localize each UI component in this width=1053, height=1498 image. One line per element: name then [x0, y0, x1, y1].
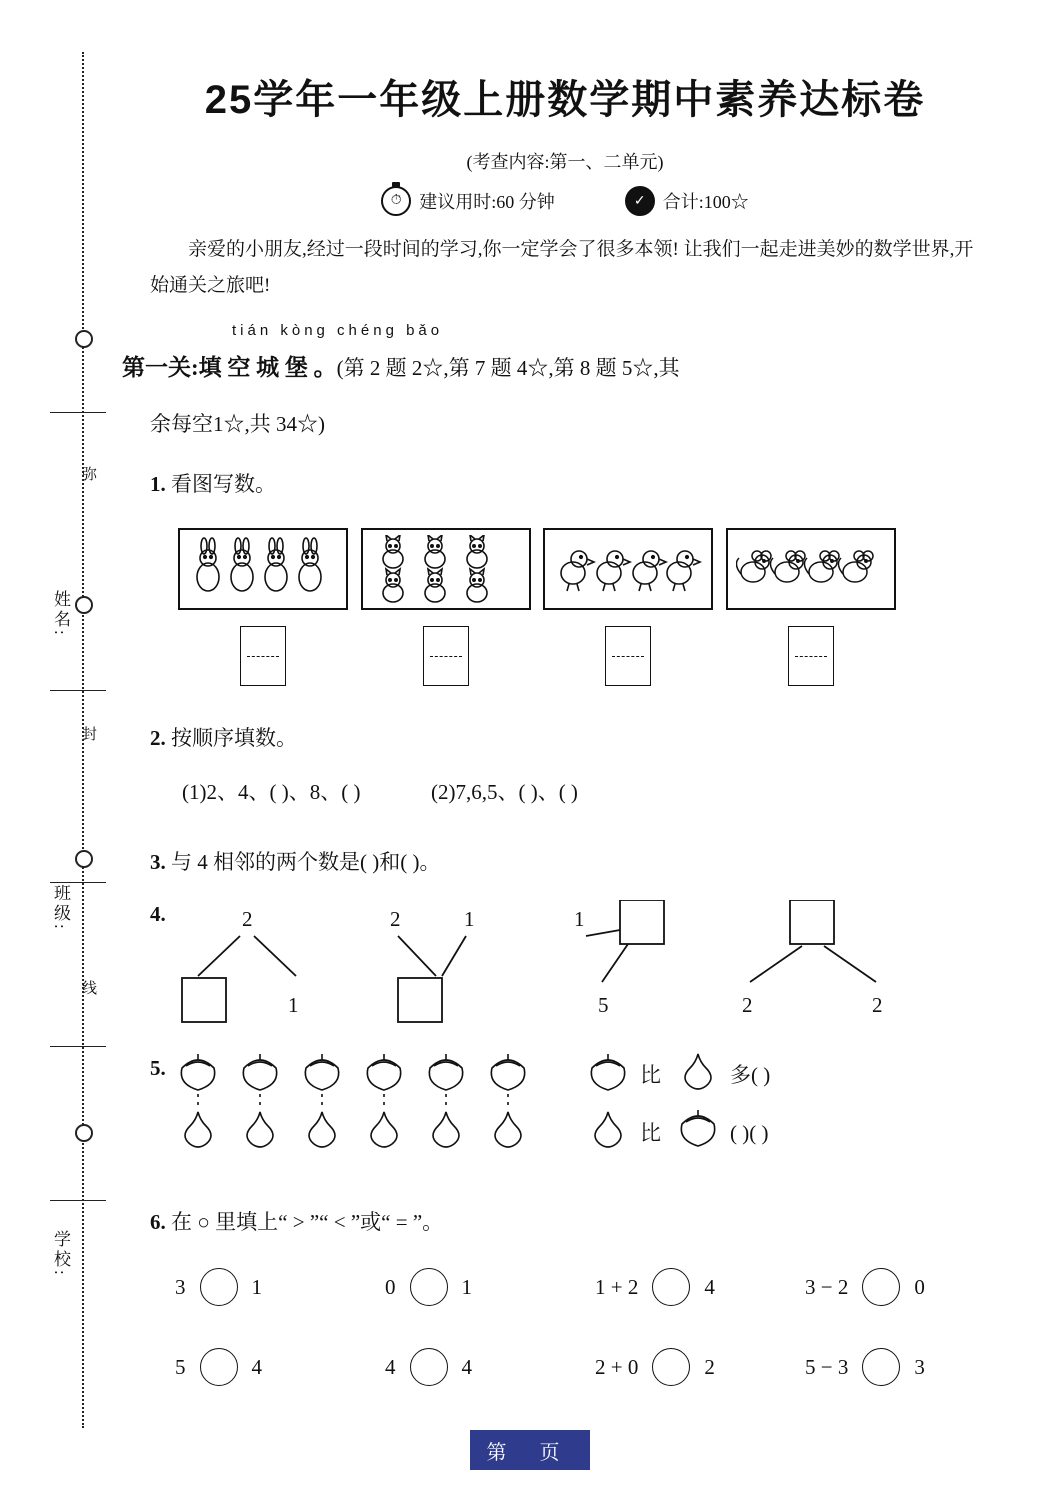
- q6-item: [805, 1348, 1005, 1386]
- q5-persimmon-row: [181, 1054, 524, 1090]
- q6-left: 3 − 2: [805, 1274, 849, 1299]
- q1-answer-row: [178, 626, 896, 686]
- q1-picture-chicks: [543, 528, 713, 610]
- q6-left: 4: [385, 1354, 396, 1379]
- q5-compare-1-tail: 多( ): [730, 1063, 771, 1087]
- q5-figure: [178, 1048, 988, 1158]
- question-6: [150, 1206, 443, 1236]
- q1-answer-cell: [726, 626, 896, 686]
- rail-divider: [50, 412, 106, 413]
- q6-right: 3: [914, 1354, 925, 1379]
- q6-item: [595, 1268, 795, 1306]
- rail-divider: [50, 882, 106, 883]
- q2-text: 按顺序填数。: [171, 726, 297, 750]
- q6-right: 4: [704, 1274, 715, 1299]
- page-footer: 第 页: [470, 1430, 590, 1470]
- q6-left: 5: [175, 1354, 186, 1379]
- page-subtitle: (考查内容:第一、二单元): [466, 152, 664, 172]
- q5-compare-2: 比: [640, 1121, 661, 1145]
- q1-answer-box-1[interactable]: [240, 626, 286, 686]
- rail-divider: [50, 1200, 106, 1201]
- q6-answer-circle[interactable]: [652, 1348, 690, 1386]
- q6-left: 2 + 0: [595, 1354, 639, 1379]
- q6-left: 0: [385, 1274, 396, 1299]
- q4-b4-right: 2: [872, 993, 883, 1017]
- q4-b4-left: 2: [742, 993, 753, 1017]
- q6-answer-circle[interactable]: [200, 1348, 238, 1386]
- time-label: 建议用时:60 分钟: [419, 192, 555, 212]
- class-label: 班级:: [51, 884, 70, 932]
- q6-left: 3: [175, 1274, 186, 1299]
- rail-hole: [75, 596, 93, 614]
- meta-row: [140, 186, 990, 216]
- q6-left: 5 − 3: [805, 1354, 849, 1379]
- q4-number: 4.: [150, 902, 166, 926]
- q6-item: [385, 1348, 585, 1386]
- page-title: 25学年一年级上册数学期中素养达标卷: [204, 78, 926, 122]
- q6-answer-circle[interactable]: [410, 1348, 448, 1386]
- section-points-2: 余每空1☆,共 34☆): [150, 412, 325, 436]
- q6-right: 1: [461, 1274, 472, 1299]
- q6-rows: [175, 1268, 1005, 1428]
- q6-answer-circle[interactable]: [200, 1268, 238, 1306]
- q6-right: 2: [704, 1354, 715, 1379]
- q5-compare-2-tail: ( )( ): [730, 1121, 769, 1145]
- intro-paragraph: 亲爱的小朋友,经过一段时间的学习,你一定学会了很多本领! 让我们一起走进美妙的数学世界,开始通关之旅吧!: [150, 239, 974, 296]
- q6-item: [175, 1348, 375, 1386]
- q1-number: 1.: [150, 472, 166, 496]
- q3-number: 3.: [150, 850, 166, 874]
- q6-answer-circle[interactable]: [862, 1268, 900, 1306]
- q5-compare-1: 比: [640, 1063, 661, 1087]
- q2-sub2[interactable]: (2)7,6,5、( )、( ): [430, 780, 578, 804]
- q6-item: [175, 1268, 375, 1306]
- q2-sub1[interactable]: (1)2、4、( )、8、( ): [182, 780, 361, 804]
- q6-right: 4: [461, 1354, 472, 1379]
- q1-picture-rabbits: [178, 528, 348, 610]
- q4-b3-bottom: 5: [598, 993, 609, 1017]
- q1-picture-mice: [726, 528, 896, 610]
- q6-number: 6.: [150, 1210, 166, 1234]
- question-3: [150, 846, 440, 876]
- seal-char-1: 弥: [80, 466, 96, 484]
- q1-answer-box-4[interactable]: [788, 626, 834, 686]
- question-5: [150, 1056, 166, 1081]
- q1-picture-row: [178, 528, 896, 610]
- q2-rows: [182, 776, 1002, 806]
- q3-text[interactable]: 与 4 相邻的两个数是( )和( )。: [171, 850, 441, 874]
- q1-answer-box-2[interactable]: [423, 626, 469, 686]
- q6-answer-circle[interactable]: [410, 1268, 448, 1306]
- q1-text: 看图写数。: [171, 472, 276, 496]
- q6-item: [805, 1268, 1005, 1306]
- score-label: 合计:100☆: [662, 192, 749, 212]
- question-1: [150, 468, 276, 498]
- score-meta: [625, 186, 749, 216]
- rail-divider: [50, 690, 106, 691]
- q4-b2-left: 2: [390, 907, 401, 931]
- q1-answer-cell: [543, 626, 713, 686]
- q1-answer-cell: [361, 626, 531, 686]
- rail-hole: [75, 330, 93, 348]
- q4-b3-left: 1: [574, 907, 585, 931]
- q6-item: [385, 1268, 585, 1306]
- q1-answer-box-3[interactable]: [605, 626, 651, 686]
- q6-item: [595, 1348, 795, 1386]
- section-pinyin: tián kòng chéng bǎo: [232, 322, 444, 339]
- q4-b1-top: 2: [242, 907, 253, 931]
- section-points-1: (第 2 题 2☆,第 7 题 4☆,第 8 题 5☆,其: [336, 356, 680, 380]
- q6-right: 1: [251, 1274, 262, 1299]
- q6-right: 0: [914, 1274, 925, 1299]
- q2-number: 2.: [150, 726, 166, 750]
- section-title: [122, 346, 992, 390]
- rail-divider: [50, 1046, 106, 1047]
- q6-text: 在 ○ 里填上“ > ”“ < ”或“ = ”。: [171, 1210, 444, 1234]
- rail-hole: [75, 1124, 93, 1142]
- seal-char-3: 线: [80, 980, 96, 998]
- section-title-cn: 第一关:填 空 城 堡 。: [122, 355, 337, 380]
- question-2: [150, 722, 297, 752]
- timer-icon: ⏱: [381, 186, 411, 216]
- q6-right: 4: [251, 1354, 262, 1379]
- q5-pear-row: [185, 1112, 521, 1147]
- school-label: 学校:: [51, 1230, 70, 1278]
- q6-left: 1 + 2: [595, 1274, 639, 1299]
- time-meta: [381, 186, 555, 216]
- seal-char-2: 封: [80, 726, 96, 744]
- q5-number: 5.: [150, 1056, 166, 1080]
- q4-b1-right: 1: [288, 993, 299, 1017]
- q4-number-bonds: [150, 900, 1000, 1030]
- q4-b2-right: 1: [464, 907, 475, 931]
- q1-picture-cats: [361, 528, 531, 610]
- name-label: 姓名:: [51, 590, 70, 638]
- q6-row-1: [175, 1268, 1005, 1306]
- rail-hole: [75, 850, 93, 868]
- check-icon: ✓: [625, 186, 655, 216]
- q6-answer-circle[interactable]: [862, 1348, 900, 1386]
- q1-answer-cell: [178, 626, 348, 686]
- q6-answer-circle[interactable]: [652, 1268, 690, 1306]
- q6-row-2: [175, 1348, 1005, 1386]
